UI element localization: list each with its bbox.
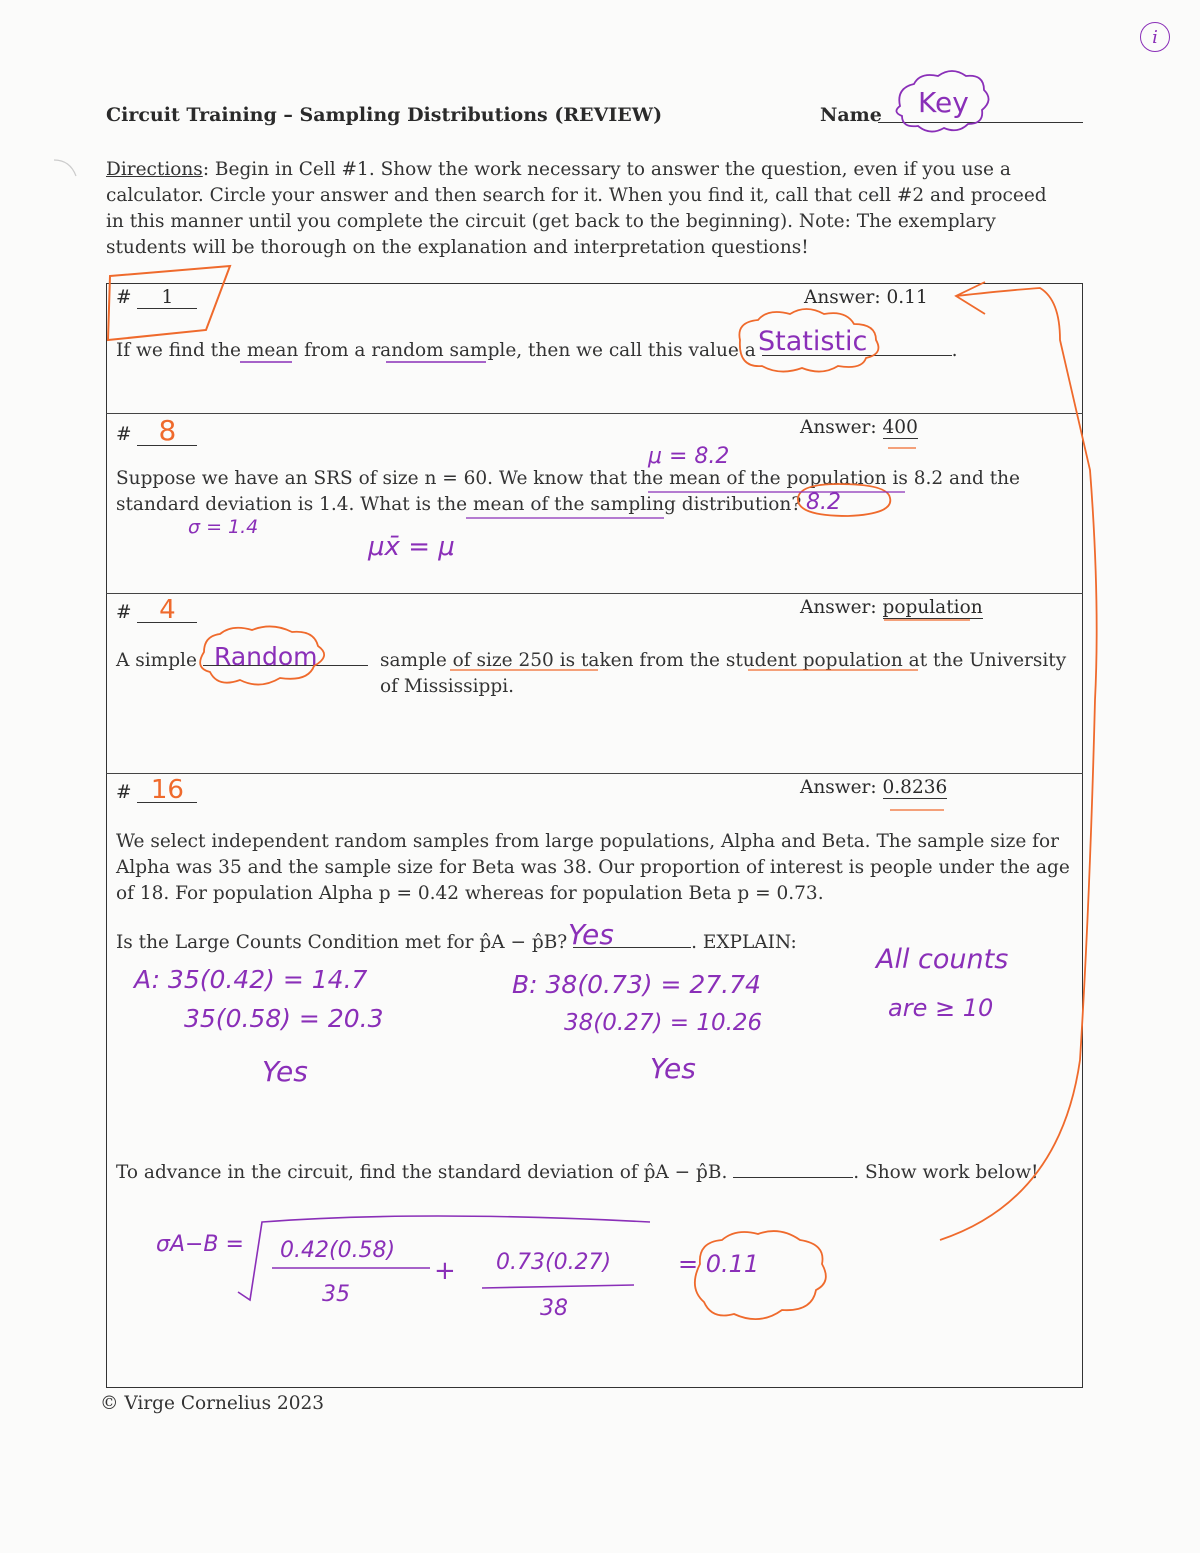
question-text: sample of size 250 is taken from the student population at the University of Mississippi. xyxy=(380,650,1067,697)
cell-number-value: 4 xyxy=(137,598,197,623)
sd-label: σA−B = xyxy=(156,1232,244,1257)
result-cloud xyxy=(695,1231,826,1319)
answer-label: Answer: xyxy=(804,287,881,308)
name-value: Key xyxy=(918,86,969,119)
sd-plus: + xyxy=(434,1256,456,1286)
copyright: © Virge Cornelius 2023 xyxy=(100,1393,325,1414)
fraction-bar-2 xyxy=(482,1285,634,1288)
cell-number-value: 8 xyxy=(137,417,197,446)
work-mu: μ = 8.2 xyxy=(648,444,730,469)
sd-numerator-2: 0.73(0.27) xyxy=(496,1250,612,1275)
directions-label: Directions xyxy=(106,159,203,180)
answer-value: population xyxy=(882,597,983,618)
statistic-cloud xyxy=(739,309,878,372)
sqrt-sign xyxy=(238,1216,650,1300)
sd-prompt-text: To advance in the circuit, find the standard deviation of p̂A − p̂B. xyxy=(116,1162,728,1183)
answer-82-circle xyxy=(798,484,890,516)
name-label: Name xyxy=(820,104,882,126)
explain-line2: are ≥ 10 xyxy=(888,994,994,1022)
answer-label: Answer: xyxy=(800,417,877,438)
page-marker-circle-i: i xyxy=(1140,22,1170,52)
work-a-yes: Yes xyxy=(262,1055,308,1088)
name-cloud xyxy=(896,71,988,132)
work-formula: μx̄ = μ xyxy=(368,532,455,562)
directions-text: : Begin in Cell #1. Show the work necessary to answer the question, even if you use a calculator. Circle your answer and then search for it. When you find it, call that cell #2 and proceed in this manner until you complete the circuit (get back to the beginning). Note: The exemplary students will be thorough on the explanation and interpretation questions! xyxy=(106,159,1047,258)
cell-question: Suppose we have an SRS of size n = 60. We know that the mean of the population is 8.2 and the standard deviation is 1.4. What is the mean of the sampling distribution? xyxy=(116,468,1021,515)
cell-number-prefix: # xyxy=(116,782,132,803)
cell-question: We select independent random samples from large populations, Alpha and Beta. The sample size for Alpha was 35 and the sample size for Beta was 38. Our proportion of interest is people under the age of 18. For population Alpha p = 0.42 whereas for population Beta p = 0.73. xyxy=(116,831,1070,904)
large-counts-answer: Yes xyxy=(568,918,614,951)
cell-number-value: 16 xyxy=(137,778,197,803)
cell-number-value: 1 xyxy=(137,287,197,309)
sd-numerator-1: 0.42(0.58) xyxy=(280,1238,396,1263)
sd-prompt-suffix: . Show work below! xyxy=(853,1162,1039,1183)
question-text: If we find the mean from a random sample, then we call this value a xyxy=(116,340,756,361)
circuit-arrow xyxy=(940,282,1097,1240)
work-a-line1: A: 35(0.42) = 14.7 xyxy=(134,965,368,994)
work-b-line2: 38(0.27) = 10.26 xyxy=(564,1010,763,1036)
handwritten-answer: Statistic xyxy=(758,326,868,357)
page-title: Circuit Training – Sampling Distributions (REVIEW) xyxy=(106,104,663,126)
sd-result: = 0.11 xyxy=(678,1250,760,1278)
work-b-yes: Yes xyxy=(650,1052,696,1085)
question-text: A simple xyxy=(116,650,197,671)
cell1-box xyxy=(108,266,230,340)
cell-number-prefix: # xyxy=(116,602,132,623)
question-end: . xyxy=(951,340,958,361)
large-counts-text: Is the Large Counts Condition met for p̂A − p̂B? xyxy=(116,932,568,953)
explain-line1: All counts xyxy=(876,944,1009,975)
handwritten-answer: 8.2 xyxy=(806,490,841,515)
cell-number-prefix: # xyxy=(116,424,132,445)
work-sigma: σ = 1.4 xyxy=(188,516,259,538)
sd-denominator-1: 35 xyxy=(322,1282,350,1307)
sd-denominator-2: 38 xyxy=(540,1296,568,1321)
work-a-line2: 35(0.58) = 20.3 xyxy=(184,1004,384,1033)
answer-value: 400 xyxy=(882,417,918,438)
explain-label: . EXPLAIN: xyxy=(691,932,797,953)
answer-label: Answer: xyxy=(800,777,877,798)
answer-label: Answer: xyxy=(800,597,877,618)
work-b-line1: B: 38(0.73) = 27.74 xyxy=(512,970,761,999)
handwritten-answer: Random xyxy=(214,642,318,671)
margin-mark xyxy=(54,160,76,176)
cell-number-prefix: # xyxy=(116,287,132,308)
answer-value: 0.8236 xyxy=(882,777,948,798)
random-cloud xyxy=(200,626,324,684)
answer-value: 0.11 xyxy=(886,287,928,308)
